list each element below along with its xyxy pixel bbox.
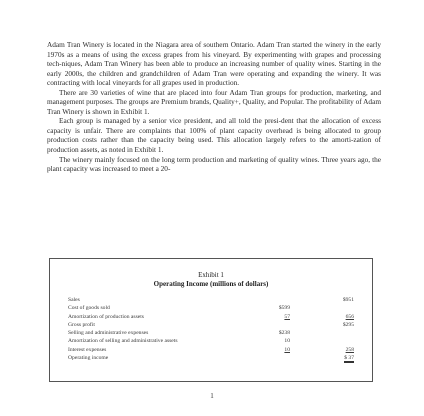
- row-label: Cost of goods sold: [68, 305, 110, 312]
- table-row: [68, 354, 368, 362]
- page-number: 1: [210, 392, 214, 400]
- row-label: Amortization of selling and administrative assets: [68, 338, 178, 345]
- paragraph-2: There are 30 varieties of wine that are placed into four Adam Tran groups for production, marketing, and management purposes. The groups are Premium brands, Quality+, Quality, and Popular. The profitability of Adam Tran Winery is shown in Exhibit 1.: [47, 87, 381, 116]
- table-row: [68, 329, 368, 337]
- row-value-2: $295: [342, 321, 354, 328]
- row-label: Selling and administrative expenses: [68, 330, 149, 337]
- exhibit-table: [68, 296, 368, 362]
- exhibit-title: Exhibit 1: [198, 271, 224, 279]
- body-text: [47, 40, 381, 174]
- row-value-2: $951: [342, 297, 354, 303]
- row-value-1: 10: [284, 338, 290, 345]
- table-row: [68, 296, 368, 304]
- table-row: [68, 304, 368, 312]
- paragraph-1: Adam Tran Winery is located in the Niagara area of southern Ontario. Adam Tran started the winery in the early 1970s as a means of using the excess grapes from his vineyard. By experimenting with grapes and processing tech-niques, Adam Tran Winery has been able to produce an increasing number of quality wines. Starting in the early 2000s, the children and grandchildren of Adam Tran were operating and expanding the winery. It was contracting with local vineyards for all grapes used in production.: [47, 40, 381, 88]
- row-label: Interest expenses: [68, 346, 107, 353]
- row-value-2: 656: [345, 313, 354, 320]
- paragraph-4: The winery mainly focused on the long term production and marketing of quality wines. Three years ago, the plant capacity was increased to meet a 20-: [47, 154, 381, 174]
- table-row: [68, 321, 368, 329]
- exhibit-subtitle: Operating Income (millions of dollars): [153, 280, 269, 288]
- row-label: Gross profit: [68, 321, 95, 328]
- row-label: Amortization of production assets: [68, 313, 144, 320]
- row-value-2: $ 37: [344, 355, 354, 362]
- table-row: [68, 337, 368, 345]
- row-value-1: 57: [284, 313, 290, 320]
- row-value-2: 258: [345, 346, 354, 353]
- row-value-1: 10: [284, 346, 290, 353]
- row-value-1: $238: [278, 330, 290, 337]
- paragraph-3: Each group is managed by a senior vice president, and all told the presi-dent that the allocation of excess capacity is unfair. There are complaints that 100% of plant capacity overhead is being allocated to group production costs rather than the capacity being used. This allocation largely refers to the amorti-zation of production assets, as noted in Exhibit 1.: [47, 116, 381, 155]
- row-label: Sales: [68, 297, 80, 303]
- table-row: [68, 313, 368, 321]
- row-label: Operating income: [68, 355, 109, 362]
- exhibit-box: [49, 258, 373, 382]
- row-value-1: $599: [278, 305, 290, 312]
- table-row: [68, 346, 368, 354]
